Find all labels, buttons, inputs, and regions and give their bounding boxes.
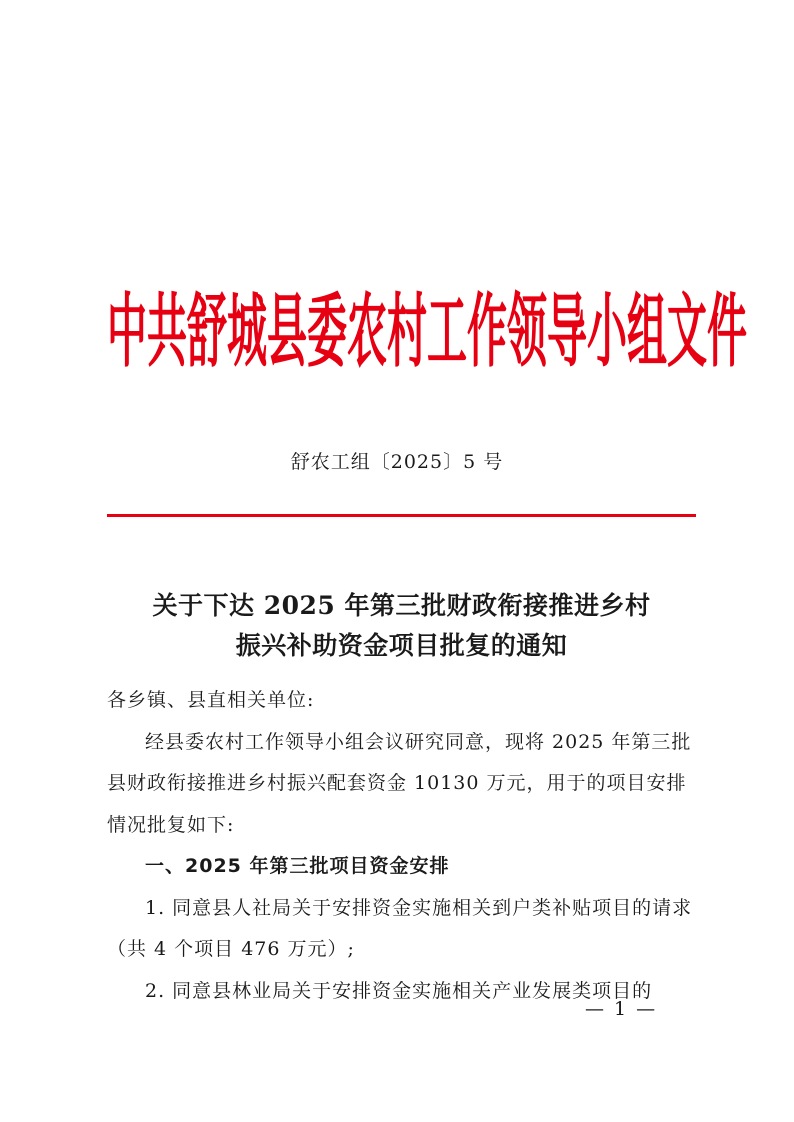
body-paragraph-1: 经县委农村工作领导小组会议研究同意，现将 2025 年第三批县财政衔接推进乡村振兴配套资金 10130 万元，用于的项目安排情况批复如下:	[107, 730, 692, 836]
salutation: 各乡镇、县直相关单位:	[107, 689, 315, 711]
list-item-1: 1. 同意县人社局关于安排资金实施相关到户类补贴项目的请求（共 4 个项目 476 万元）;	[107, 896, 693, 960]
document-body	[107, 680, 696, 1012]
page-number: — 1 —	[585, 998, 658, 1020]
notice-title-line-1: 关于下达 2025 年第三批财政衔接推进乡村	[152, 591, 651, 620]
list-item-2: 2. 同意县林业局关于安排资金实施相关产业发展类项目的	[145, 979, 653, 1002]
document-header-title: 中共舒城县委农村工作领导小组文件	[107, 287, 747, 379]
section-heading-1: 一、2025 年第三批项目资金安排	[145, 855, 450, 877]
notice-title	[107, 586, 696, 666]
red-divider-line	[107, 514, 696, 517]
document-number: 舒农工组〔2025〕5 号	[290, 451, 504, 473]
notice-title-line-2: 振兴补助资金项目批复的通知	[235, 631, 568, 660]
